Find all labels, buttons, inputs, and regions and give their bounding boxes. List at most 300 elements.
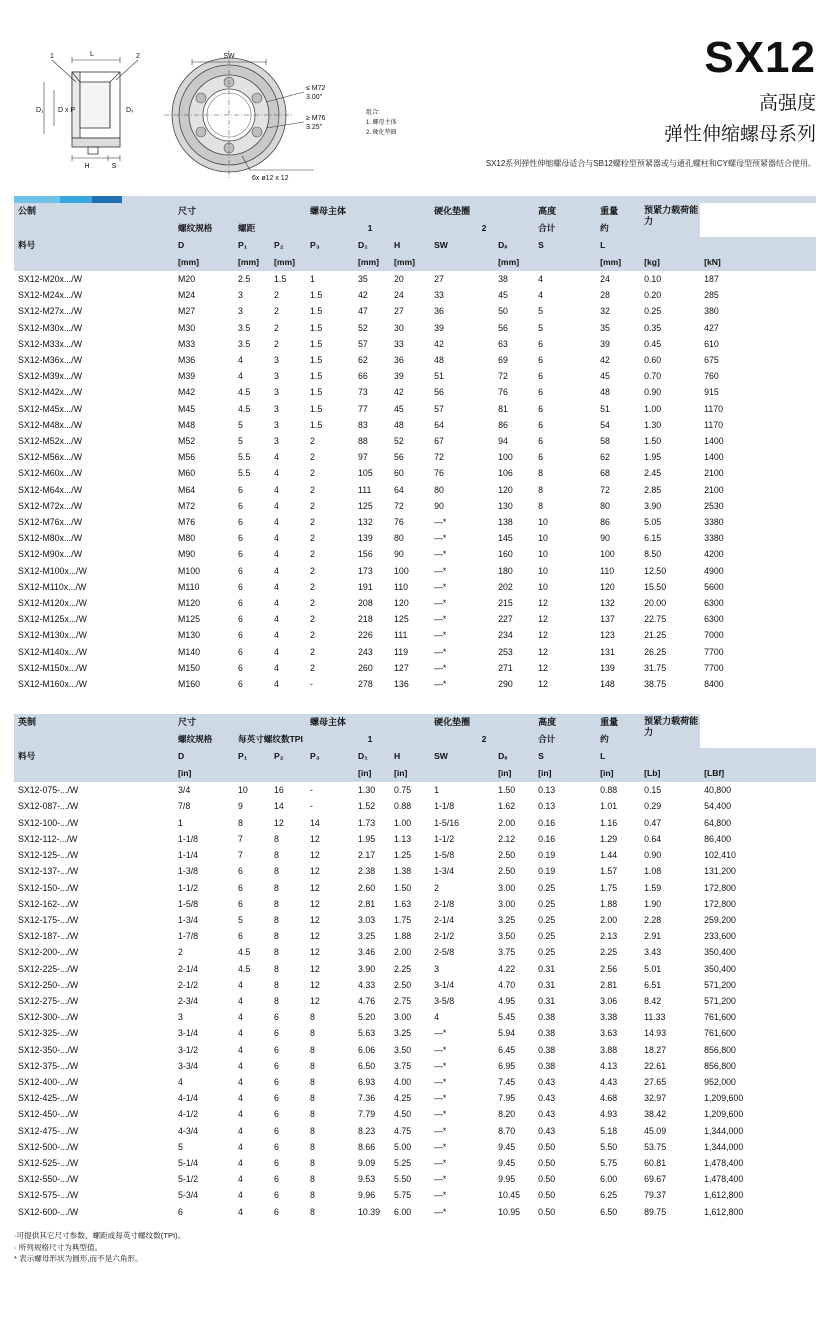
cell-value: 3.90 [644,500,662,511]
cell-value: M110 [178,581,200,592]
imperial-hdr-total: 合计 [534,731,596,748]
cell-value: 90 [434,500,444,511]
cell-value: 259,200 [704,914,736,925]
cell-value: 63 [498,338,508,349]
cell-value: 156 [358,549,373,560]
cell-value: 4 [238,995,243,1006]
cell-value: 0.31 [538,963,556,974]
cell-value: 12 [538,646,548,657]
cell-value: 6 [238,565,243,576]
cell-value: 1,344,000 [704,1125,744,1136]
cell-value: 191 [358,581,373,592]
metric-unit-P2: [mm] [270,254,306,271]
table-row [14,815,816,831]
imperial-hdr-height: 高度 [534,714,596,731]
cell-value: 7.95 [498,1093,516,1104]
cell-value: 48 [394,419,404,430]
footnote-1: ·可提供其它尺寸参数、螺距或每英寸螺纹数(TPI)。 [14,1230,186,1240]
cell-value: 50 [498,306,508,317]
table-row [14,514,816,530]
cell-value: 9.45 [498,1157,516,1168]
cell-value: 2.50 [394,979,412,990]
cell-value: 89.75 [644,1206,667,1217]
cell-value: 12 [538,598,548,609]
cell-value: 350,400 [704,963,736,974]
cell-value: 6 [274,1076,279,1087]
cell-value: 0.43 [538,1076,556,1087]
table-row [14,627,816,643]
cell-value: 9.53 [358,1174,376,1185]
cell-value: 73 [358,387,368,398]
cell-value: 3.50 [394,1044,412,1055]
imperial-hdr-preload: 预紧力载荷能力 [640,714,700,748]
cell-value: 4 [274,662,279,673]
cell-part-number: SX12-125-.../W [18,850,79,861]
cell-value: 8 [310,1174,315,1185]
cell-value: 1.75 [394,914,412,925]
cell-value: 0.20 [644,290,662,301]
technical-drawings [14,30,444,190]
cell-value: 9 [238,801,243,812]
cell-value: 1.08 [644,866,662,877]
cell-part-number: SX12-M52x.../W [18,436,83,447]
cell-value: 4-3/4 [178,1125,199,1136]
table-row [14,1204,816,1220]
cell-value: 5.18 [600,1125,618,1136]
cell-value: 35 [600,322,610,333]
cell-value: 3 [238,306,243,317]
cell-value: 0.50 [538,1174,556,1185]
cell-value: —* [434,565,447,576]
cell-value: 0.88 [600,785,618,796]
cell-value: 4.13 [600,1060,618,1071]
cell-value: 4.5 [238,947,251,958]
cell-value: 2.12 [498,833,516,844]
imperial-hdr-L: L [596,748,640,765]
imperial-hdr-D1: D₁ [354,748,390,765]
cell-part-number: SX12-375-.../W [18,1060,79,1071]
cell-part-number: SX12-M140x.../W [18,646,87,657]
cell-value: 3-1/4 [178,1028,199,1039]
cell-value: 4.68 [600,1093,618,1104]
metric-table-body [14,271,816,692]
cell-value: 2-5/8 [434,947,455,958]
table-row [14,1139,816,1155]
cell-value: 8 [274,850,279,861]
imperial-hdr-approx: 约 [596,731,640,748]
cell-value: 1.73 [358,817,376,828]
cell-value: —* [434,1093,447,1104]
cell-value: 88 [358,436,368,447]
cell-part-number: SX12-100-.../W [18,817,79,828]
cell-part-number: SX12-425-.../W [18,1093,79,1104]
cell-value: 856,800 [704,1044,736,1055]
cell-value: 72 [498,371,508,382]
table-row [14,1074,816,1090]
cell-value: 51 [600,403,610,414]
cell-value: 4.22 [498,963,516,974]
legend-title: 组合: [366,110,380,116]
label-L: L [90,51,94,58]
cell-value: 1 [310,274,315,284]
cell-value: 2 [178,947,183,958]
cell-value: 8 [310,1093,315,1104]
cell-value: —* [434,630,447,641]
cell-value: —* [434,662,447,673]
cell-value: 69.67 [644,1174,667,1185]
cell-value: 45 [600,371,610,382]
cell-value: 3 [274,387,279,398]
cell-value: 12 [310,963,320,974]
cell-value: 2 [310,565,315,576]
cell-value: 6 [274,1012,279,1023]
cell-value: 1,478,400 [704,1157,744,1168]
cell-value: 6 [238,533,243,544]
cell-value: 0.50 [538,1190,556,1201]
cell-value: 4 [238,1076,243,1087]
cell-value: 72 [434,452,444,463]
metric-hdr-height: 高度 [534,203,596,220]
metric-hdr-D: D [174,237,234,254]
cell-value: 1.00 [394,817,412,828]
title-block [446,33,816,170]
cell-value: 6.51 [644,979,662,990]
cell-value: 86 [600,517,610,528]
cell-value: 1 [434,785,439,796]
cell-value: 1.63 [394,898,412,909]
cell-value: 285 [704,290,719,301]
cell-value: 0.38 [538,1012,556,1023]
cell-part-number: SX12-M160x.../W [18,679,87,690]
cell-value: 0.38 [538,1060,556,1071]
cell-value: M100 [178,565,201,576]
cell-value: 1.5 [310,322,323,333]
cell-value: 8 [274,931,279,942]
cell-value: 60 [394,468,404,479]
cell-part-number: SX12-112-.../W [18,833,78,844]
cell-value: 7700 [704,646,724,657]
cell-value: 1-1/4 [178,850,199,861]
cell-value: 38.42 [644,1109,667,1120]
cell-value: 4 [434,1012,439,1023]
cell-value: 4.5 [238,403,251,414]
cell-value: 12 [538,630,548,641]
metric-hdr-SW: SW [430,237,494,254]
metric-unit-P1: [mm] [234,254,270,271]
cell-value: 32 [600,306,610,317]
cell-value: 0.16 [538,833,556,844]
cell-value: 571,200 [704,995,736,1006]
table-row [14,368,816,384]
cell-value: —* [434,533,447,544]
cell-value: 5.75 [600,1157,618,1168]
cell-value: 76 [498,387,508,398]
cell-value: 6 [538,338,543,349]
cell-value: 226 [358,630,373,641]
cell-value: M120 [178,598,201,609]
cell-value: 24 [600,274,610,284]
header-description: SX12系列弹性伸缩螺母适合与SB12螺栓型预紧器或与通孔螺柱和CY螺母型预紧器结合使用。 [485,159,816,168]
cell-value: 1-5/8 [434,850,455,861]
cell-value: 2.50 [498,866,516,877]
cell-value: 5 [238,419,243,430]
cell-value: 12 [310,850,320,861]
cell-value: 4.95 [498,995,516,1006]
cell-value: 6 [538,452,543,463]
cell-value: 10 [538,565,548,576]
cell-value: 0.13 [538,785,556,796]
imperial-hdr-H: H [390,748,430,765]
cell-value: 10 [538,549,548,560]
cell-part-number: SX12-M45x.../W [18,403,83,414]
subtitle-series: 弹性伸缩螺母系列 [663,124,816,145]
cell-value: 40,800 [704,785,731,796]
cell-value: M72 [178,500,196,511]
cell-value: 5 [538,322,543,333]
cell-value: 2.85 [644,484,662,495]
imperial-unit-S: [in] [534,765,596,782]
cell-value: M36 [178,355,196,366]
cell-value: 1.01 [600,801,618,812]
cell-value: 1.5 [310,306,323,317]
cell-value: 218 [358,614,373,625]
cell-value: M160 [178,679,201,690]
cell-value: 3 [274,403,279,414]
label-m76-value: 3.25" [306,124,323,131]
cell-value: 12.50 [644,565,667,576]
imperial-hdr-thread-spec: 螺纹规格 [174,731,234,748]
table-row [14,1009,816,1025]
cell-part-number: SX12-450-.../W [18,1109,79,1120]
cell-value: 132 [600,598,615,609]
cell-value: 6 [274,1157,279,1168]
cell-value: 6 [538,355,543,366]
cell-value: 7 [238,850,243,861]
cell-value: 6 [538,419,543,430]
cell-value: 20.00 [644,598,667,609]
cell-value: 12 [310,931,320,942]
cell-value: 0.25 [644,306,662,317]
table-row [14,798,816,814]
imperial-unit-weight: [Lb] [640,765,700,782]
metric-hdr-washer-num: 2 [430,220,534,237]
cell-part-number: SX12-M24x.../W [18,290,83,301]
cell-value: 7.79 [358,1109,376,1120]
imperial-unit-D: [in] [174,765,234,782]
cell-value: 1.29 [600,833,618,844]
cell-value: 2.13 [600,931,618,942]
cell-value: 4 [238,1206,243,1217]
cell-value: 22.61 [644,1060,667,1071]
cell-value: 1.38 [394,866,412,877]
subtitle-strength: 高强度 [758,93,816,114]
cell-value: 0.15 [644,785,662,796]
cell-value: 1-3/8 [178,866,199,877]
cell-value: 1.00 [644,403,662,414]
cell-value: 1.50 [644,436,662,447]
cell-value: 5.50 [600,1141,618,1152]
cell-value: 138 [498,517,513,528]
cell-value: 1.30 [358,785,376,796]
cell-value: 3.5 [238,338,251,349]
cell-value: 1,209,600 [704,1109,744,1120]
cell-value: 3 [178,1012,183,1023]
metric-hdr-L: L [596,237,640,254]
cell-value: 54 [600,419,610,430]
cell-value: 2.17 [358,850,376,861]
cell-value: 160 [498,549,513,560]
cell-value: 1.88 [600,898,618,909]
cell-value: 3-1/2 [178,1044,199,1055]
cell-value: 2.81 [600,979,618,990]
cell-value: 4 [274,533,279,544]
table-row [14,530,816,546]
cell-value: 8.70 [498,1125,516,1136]
cell-value: 8 [274,979,279,990]
cell-value: 610 [704,338,719,349]
cell-value: 1-3/4 [434,866,455,877]
cell-value: 27 [394,306,404,317]
cell-value: 0.90 [644,850,662,861]
cell-value: 6.00 [600,1174,618,1185]
imperial-hdr-P3: P₃ [306,748,354,765]
cell-value: 2.56 [600,963,618,974]
cell-value: 180 [498,565,513,576]
cell-value: 0.50 [538,1141,556,1152]
cell-value: 14.93 [644,1028,667,1039]
cell-value: 0.43 [538,1109,556,1120]
cell-value: 1.57 [600,866,618,877]
cell-value: M130 [178,630,201,641]
cell-value: 4 [238,1028,243,1039]
cell-value: 2.5 [238,274,251,284]
cell-value: 234 [498,630,513,641]
cell-value: 4 [538,274,543,284]
cell-value: 137 [600,614,615,625]
page-header [0,0,830,195]
cell-value: 6300 [704,614,724,625]
cell-value: 1.75 [600,882,618,893]
cell-value: 27.65 [644,1076,667,1087]
cell-value: 2 [310,517,315,528]
cell-value: 11.33 [644,1012,666,1023]
cell-value: 8 [274,914,279,925]
cell-value: 42 [600,355,610,366]
table-row [14,498,816,514]
cell-value: 380 [704,306,719,317]
cell-value: 12 [310,833,320,844]
table-row [14,287,816,303]
cell-value: 3380 [704,533,724,544]
cell-value: 9.09 [358,1157,376,1168]
table-row [14,944,816,960]
cell-value: 12 [310,866,320,877]
cell-value: 1170 [704,419,723,430]
cell-value: 139 [600,662,615,673]
cell-value: 110 [600,565,615,576]
imperial-hdr-body: 螺母主体 [306,714,430,731]
cell-part-number: SX12-M76x.../W [18,517,83,528]
table-row [14,546,816,562]
cell-value: 15.50 [644,581,667,592]
cell-value: 0.16 [538,817,556,828]
cell-value: 0.70 [644,371,662,382]
table-row [14,417,816,433]
cell-value: 1.95 [644,452,662,463]
cell-value: 0.38 [538,1044,556,1055]
cell-value: 350,400 [704,947,736,958]
cell-value: 4 [238,1060,243,1071]
cell-value: 100 [600,549,615,560]
cell-value: 6 [238,898,243,909]
cell-value: 6 [274,1060,279,1071]
cell-value: 86 [498,419,508,430]
imperial-unit-H: [in] [390,765,430,782]
cell-value: 69 [498,355,508,366]
metric-hdr-preload: 预紧力载荷能力 [640,203,700,237]
cell-value: 6 [238,484,243,495]
cell-value: 4 [274,452,279,463]
label-holes: 6x ø12 x 12 [252,175,289,182]
label-S: S [111,163,117,170]
cell-value: 1.5 [274,274,287,284]
cell-value: 62 [358,355,368,366]
cell-part-number: SX12-475-.../W [18,1125,79,1136]
cell-value: 915 [704,387,719,398]
cell-value: 2 [274,290,279,301]
cell-value: —* [434,1028,447,1039]
cell-part-number: SX12-M20x.../W [18,274,83,284]
cell-value: M45 [178,403,196,414]
cell-value: 571,200 [704,979,736,990]
cell-value: 36 [394,355,404,366]
table-row [14,912,816,928]
cell-value: 20 [394,274,404,284]
cell-value: 4 [538,290,543,301]
metric-hdr-thread-spec: 螺纹规格 [174,220,234,237]
cell-value: 77 [358,403,368,414]
cell-value: 9.95 [498,1174,516,1185]
cell-value: 6.25 [600,1190,618,1201]
cell-value: 0.47 [644,817,662,828]
cell-value: 4 [238,1012,243,1023]
footnote-2: · 所列规格尺寸为典型值。 [14,1242,103,1252]
cell-value: 0.19 [538,866,556,877]
cell-value: 45 [498,290,508,301]
cell-value: 2.25 [600,947,618,958]
cell-value: M33 [178,338,196,349]
label-1: 1 [50,53,54,60]
cell-value: 253 [498,646,513,657]
table-row [14,271,816,287]
cell-value: 1.5 [310,338,323,349]
cell-value: 10.45 [498,1190,521,1201]
cell-part-number: SX12-325-.../W [18,1028,79,1039]
cell-part-number: SX12-187-.../W [18,931,79,942]
cell-value: 2 [310,614,315,625]
cell-value: 6 [274,1109,279,1120]
cell-value: 1-5/8 [178,898,199,909]
cell-value: 0.50 [538,1206,556,1217]
cell-value: M52 [178,436,196,447]
cell-value: 58 [600,436,610,447]
cell-value: 0.25 [538,947,556,958]
cell-value: 2 [310,452,315,463]
cell-value: 21.25 [644,630,667,641]
cell-value: 12 [310,914,320,925]
cell-value: 1.5 [310,403,323,414]
cell-value: 131 [600,646,615,657]
